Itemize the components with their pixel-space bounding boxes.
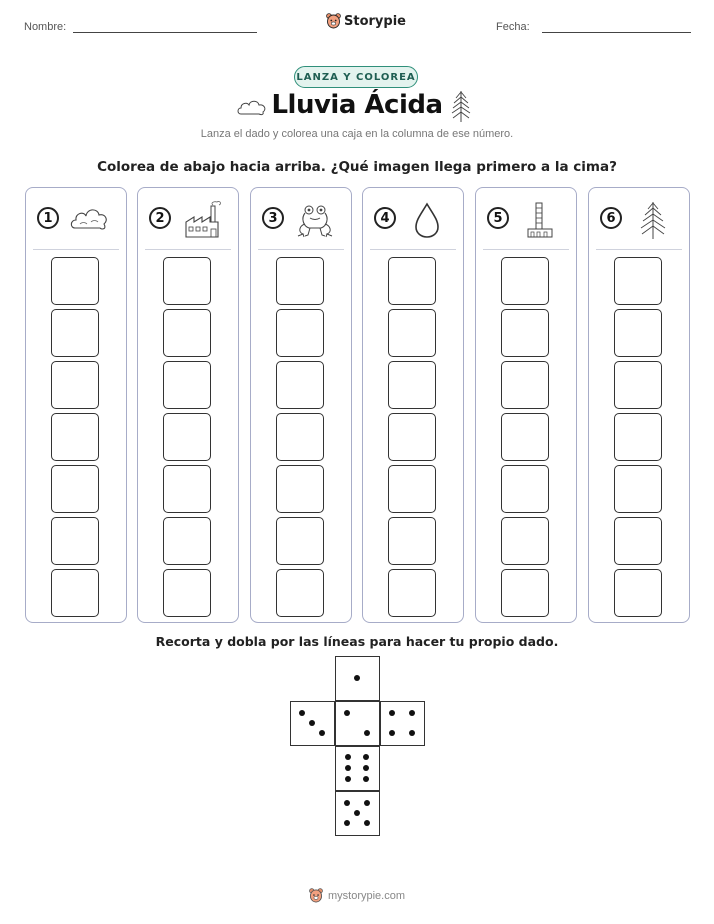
column-number: 4	[374, 207, 396, 229]
column-4	[362, 187, 464, 623]
color-box[interactable]	[501, 465, 549, 513]
frog-icon	[295, 200, 335, 240]
color-box[interactable]	[501, 361, 549, 409]
color-box[interactable]	[388, 361, 436, 409]
color-box[interactable]	[614, 257, 662, 305]
color-box[interactable]	[163, 257, 211, 305]
column-number: 5	[487, 207, 509, 229]
date-line[interactable]	[542, 32, 691, 33]
column-2	[137, 187, 239, 623]
column-6	[588, 187, 690, 623]
smokestack-icon	[520, 200, 560, 240]
footer-url[interactable]: mystorypie.com	[327, 889, 406, 902]
brand-logo	[326, 13, 406, 29]
color-box[interactable]	[163, 309, 211, 357]
dice-face-3	[290, 701, 335, 746]
column-number: 6	[600, 207, 622, 229]
color-box[interactable]	[276, 465, 324, 513]
page-title: Lluvia Ácida	[271, 90, 443, 120]
color-box[interactable]	[501, 517, 549, 565]
color-box[interactable]	[276, 517, 324, 565]
cut-instruction: Recorta y dobla por las líneas para hacer tu propio dado.	[155, 634, 559, 649]
color-box[interactable]	[388, 413, 436, 461]
dice-face-1	[335, 656, 380, 701]
color-box[interactable]	[276, 361, 324, 409]
dice-face-5	[335, 791, 380, 836]
color-box[interactable]	[276, 309, 324, 357]
color-box[interactable]	[276, 413, 324, 461]
bear-icon	[309, 888, 323, 903]
column-header	[476, 188, 576, 250]
column-header	[589, 188, 689, 250]
color-box[interactable]	[614, 309, 662, 357]
color-box[interactable]	[501, 413, 549, 461]
color-box[interactable]	[51, 361, 99, 409]
dice-net	[290, 656, 425, 836]
column-number: 1	[37, 207, 59, 229]
color-box[interactable]	[51, 517, 99, 565]
color-box[interactable]	[388, 517, 436, 565]
color-box[interactable]	[388, 465, 436, 513]
dice-face-2	[335, 701, 380, 746]
color-box[interactable]	[163, 465, 211, 513]
color-box[interactable]	[501, 569, 549, 617]
column-header	[363, 188, 463, 250]
color-box[interactable]	[614, 569, 662, 617]
color-box[interactable]	[163, 413, 211, 461]
color-box[interactable]	[51, 465, 99, 513]
column-3	[250, 187, 352, 623]
bear-icon	[326, 13, 341, 29]
factory-icon	[182, 200, 222, 240]
column-5	[475, 187, 577, 623]
water-drop-icon	[407, 200, 447, 240]
pine-tree-icon	[633, 200, 673, 240]
column-header	[251, 188, 351, 250]
color-box[interactable]	[276, 569, 324, 617]
column-1	[25, 187, 127, 623]
color-box[interactable]	[51, 257, 99, 305]
color-box[interactable]	[51, 309, 99, 357]
color-box[interactable]	[163, 517, 211, 565]
color-box[interactable]	[501, 309, 549, 357]
color-box[interactable]	[163, 361, 211, 409]
activity-badge: LANZA Y COLOREA	[294, 66, 418, 88]
name-label: Nombre:	[24, 21, 67, 33]
color-box[interactable]	[614, 361, 662, 409]
color-box[interactable]	[388, 309, 436, 357]
color-box[interactable]	[614, 465, 662, 513]
column-header	[138, 188, 238, 250]
color-box[interactable]	[501, 257, 549, 305]
footer	[0, 888, 714, 903]
column-number: 2	[149, 207, 171, 229]
color-box[interactable]	[51, 413, 99, 461]
date-label: Fecha:	[496, 21, 530, 33]
column-header	[26, 188, 126, 250]
color-box[interactable]	[276, 257, 324, 305]
pine-tree-icon	[448, 88, 474, 124]
coloring-instruction: Colorea de abajo hacia arriba. ¿Qué imagen llega primero a la cima?	[97, 159, 617, 175]
color-box[interactable]	[614, 413, 662, 461]
color-box[interactable]	[163, 569, 211, 617]
color-box[interactable]	[51, 569, 99, 617]
cloud-icon	[70, 200, 110, 240]
color-box[interactable]	[388, 569, 436, 617]
color-box[interactable]	[614, 517, 662, 565]
color-box[interactable]	[388, 257, 436, 305]
brand-name: Storypie	[344, 13, 406, 29]
name-line[interactable]	[73, 32, 257, 33]
dice-face-6	[335, 746, 380, 791]
dice-face-4	[380, 701, 425, 746]
column-number: 3	[262, 207, 284, 229]
page-subtitle: Lanza el dado y colorea una caja en la columna de ese número.	[200, 128, 514, 140]
